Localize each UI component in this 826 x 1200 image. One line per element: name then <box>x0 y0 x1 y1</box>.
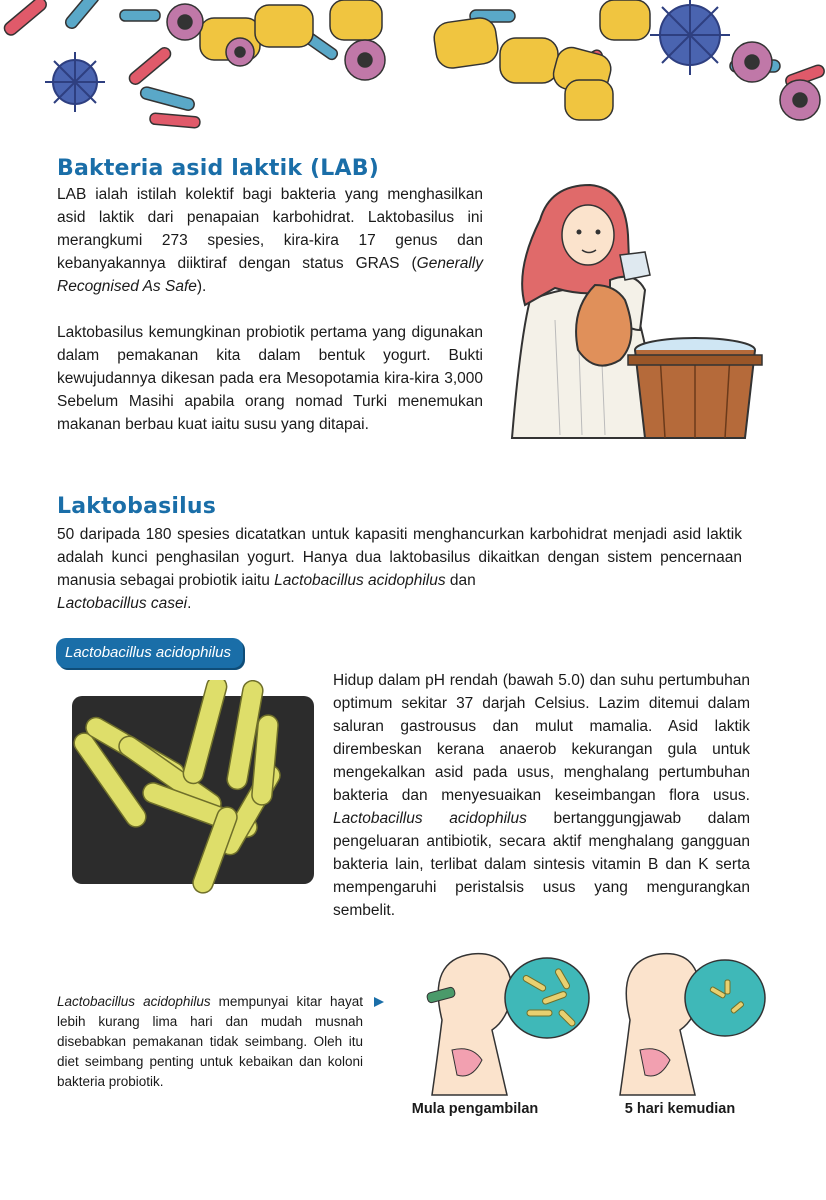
triangle-pointer-icon <box>372 995 386 1009</box>
child-after-icon <box>610 950 790 1098</box>
lab-p1-text: LAB ialah istilah kolektif bagi bakteria yang menghasilkan asid laktik dari penapaian karbohidrat. Laktobasilus ini merangkumi 273 spesies, kira-kira 17 genus dan kebanyakannya diiktiraf dengan status GRAS ( <box>57 186 483 272</box>
acidophilus-text-b: bertanggungjawab dalam pengeluaran antibiotik, secara aktif menghalang gangguan bakteria lain, terlibat dalam sintesis vitamin B dan K serta mempengaruhi peristalsis usus yang mengurangkan sembelit. <box>333 810 750 919</box>
woman-pouring-milk-icon <box>500 180 770 442</box>
lab-paragraph-2: Laktobasilus kemungkinan probiotik pertama yang digunakan dalam pemakanan kita dalam bentuk yogurt. Bukti kewujudannya dikesan pada era Mesopotamia kira-kira 3,000 Sebelum Masihi apabila orang nomad Turki menemukan makanan berbau kuat iaitu susu yang ditapai. <box>57 324 483 433</box>
child-drinking-icon <box>412 950 592 1098</box>
rods-microscope-icon <box>50 680 320 895</box>
acidophilus-text-a: Hidup dalam pH rendah (bawah 5.0) dan suhu pertumbuhan optimum sekitar 37 darjah Celsius. Lazim ditemui dalam saluran gastrousus dan mulut mamalia. Asid laktik dirembeskan kerana anaerob kekurangan gula untuk mengekalkan asid pada usus, menghalang pertumbuhan bakteria dan menyesuaikan keseimbangan flora usus. <box>333 672 750 804</box>
lifecycle-italic: Lactobacillus acidophilus <box>57 994 211 1009</box>
bucket-icon <box>628 338 762 438</box>
lifecycle-rest: mempunyai kitar hayat lebih kurang lima hari dan mudah musnah disebabkan pemakanan tidak seimbang. Oleh itu diet seimbang penting untuk kebaikan dan koloni bakteria probiotik. <box>57 994 364 1089</box>
lifecycle-text <box>57 992 363 1092</box>
laktobasilus-heading: Laktobasilus <box>57 494 217 519</box>
caption-after: 5 hari kemudian <box>624 1101 736 1117</box>
lab-paragraph-1 <box>57 183 483 298</box>
laktobasilus-paragraph <box>57 523 742 615</box>
caption-start: Mula pengambilan <box>411 1101 539 1117</box>
lakto-text-end: . <box>187 595 192 612</box>
lakto-text-a: 50 daripada 180 spesies dicatatkan untuk kapasiti menghancurkan karbohidrat menjadi asid laktik adalah kunci penghasilan yogurt. Hanya dua laktobasilus dikaitkan dengan sistem pencernaan manusia sebagai probiotik iaitu <box>57 526 742 589</box>
lakto-text-mid: dan <box>445 572 476 589</box>
species-acidophilus: Lactobacillus acidophilus <box>274 572 446 589</box>
lab-heading: Bakteria asid laktik (LAB) <box>57 156 379 181</box>
species-casei: Lactobacillus casei <box>57 595 188 612</box>
lab-p1-end: ). <box>196 278 207 295</box>
bacteria-banner-icon <box>0 0 826 140</box>
acidophilus-label: Lactobacillus acidophilus <box>56 638 243 668</box>
gras-italic: Generally Recognised As Safe <box>57 255 483 295</box>
acidophilus-description <box>333 669 750 922</box>
acidophilus-italic: Lactobacillus acidophilus <box>333 810 527 827</box>
